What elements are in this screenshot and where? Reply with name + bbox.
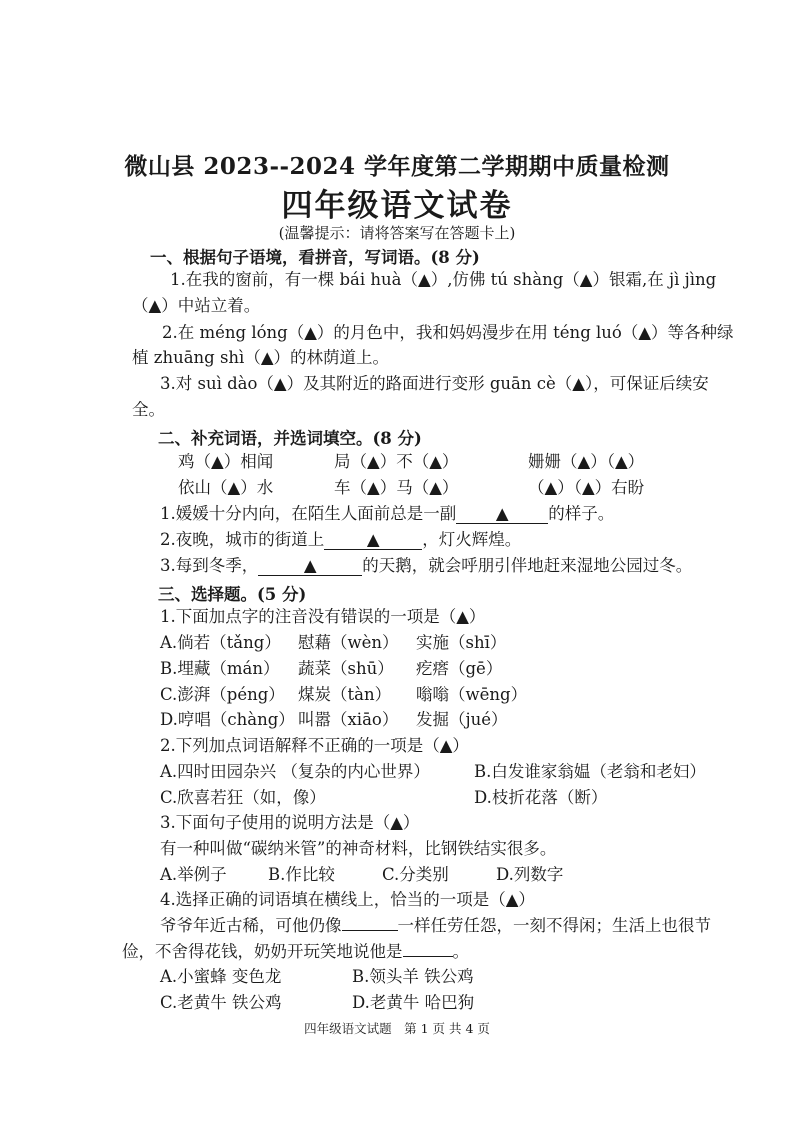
s3-q3-option: D.列数字 xyxy=(496,865,564,884)
s3-q1-option: 慰藉（wèn） xyxy=(298,633,399,652)
s3-q1-stem: 1.下面加点字的注音没有错误的一项是（▲） xyxy=(160,607,486,626)
s3-q4-option: D.老黄牛 哈巴狗 xyxy=(352,993,475,1012)
s3-q3-sentence: 有一种叫做“碳纳米管”的神奇材料，比钢铁结实很多。 xyxy=(160,839,557,858)
s2-q3-after: 的天鹅，就会呼朋引伴地赶来湿地公园过冬。 xyxy=(362,556,693,575)
s2-q1-before: 1.媛媛十分内向，在陌生人面前总是一副 xyxy=(160,504,457,523)
s1-q1-line2: （▲）中站立着。 xyxy=(132,296,261,315)
s2-q3-before: 3.每到冬季， xyxy=(160,556,259,575)
s1-q2-line2: 植 zhuāng shì（▲）的林荫道上。 xyxy=(132,348,390,367)
section3-heading: 三、选择题。(5 分) xyxy=(158,585,307,604)
s3-q1-option: 实施（shī） xyxy=(416,633,507,652)
s3-q2-option: D.枝折花落（断） xyxy=(474,788,608,807)
word-item: 鸡（▲）相闻 xyxy=(178,452,274,471)
s3-q4-line2-b: 。 xyxy=(452,942,469,961)
section1-heading: 一、根据句子语境，看拼音，写词语。(8 分) xyxy=(150,248,480,267)
s3-q1-option: A.倘若（tǎng） xyxy=(160,633,281,652)
s2-q2 xyxy=(160,529,521,551)
s3-q1-option: D.哼唱（chàng） xyxy=(160,710,295,729)
s2-q3 xyxy=(160,555,692,577)
s2-q2-blank: ▲ xyxy=(324,531,422,550)
s3-q4-option: C.老黄牛 铁公鸡 xyxy=(160,993,282,1012)
s3-q1-option: 嗡嗡（wēng） xyxy=(416,685,528,704)
s3-q4-option: A.小蜜蜂 变色龙 xyxy=(160,967,282,986)
s3-q2-option: C.欣喜若狂（如，像） xyxy=(160,788,326,807)
s3-q2-option: B.白发谁家翁媪（老翁和老妇） xyxy=(474,762,706,781)
s3-q1-option: 煤炭（tàn） xyxy=(298,685,392,704)
s3-q4-line1 xyxy=(160,915,711,937)
word-item: 车（▲）马（▲） xyxy=(334,478,459,497)
section2-heading: 二、补充词语，并选词填空。(8 分) xyxy=(158,429,422,448)
s3-q1-option: C.澎湃（péng） xyxy=(160,685,285,704)
s3-q4-option: B.领头羊 铁公鸡 xyxy=(352,967,474,986)
s3-q3-option: C.分类别 xyxy=(382,865,449,884)
word-item: 局（▲）不（▲） xyxy=(334,452,459,471)
s3-q1-option: 发掘（jué） xyxy=(416,710,508,729)
s2-q1-blank: ▲ xyxy=(456,505,548,524)
s3-q3-option: B.作比较 xyxy=(268,865,335,884)
word-item: 依山（▲）水 xyxy=(178,478,274,497)
s3-q3-stem: 3.下面句子使用的说明方法是（▲） xyxy=(160,813,420,832)
s3-q4-blank-2 xyxy=(403,956,453,957)
s1-q2-line1: 2.在 méng lóng（▲）的月色中，我和妈妈漫步在用 téng luó（▲）等各种绿 xyxy=(162,323,734,342)
s1-q3-line1: 3.对 suì dào（▲）及其附近的路面进行变形 guān cè（▲），可保证后续安 xyxy=(160,374,709,393)
s3-q1-option: 叫嚣（xiāo） xyxy=(298,710,399,729)
s1-q3-line2: 全。 xyxy=(132,400,165,419)
exam-subtitle: 四年级语文试卷 xyxy=(281,188,513,224)
s2-q1 xyxy=(160,503,614,525)
s2-q3-blank: ▲ xyxy=(258,557,362,576)
s3-q4-line2 xyxy=(122,941,469,963)
answer-hint: (温馨提示：请将答案写在答题卡上) xyxy=(278,224,516,242)
s3-q1-option: 疙瘩（gē） xyxy=(416,659,503,678)
word-item: 姗姗（▲）（▲） xyxy=(528,452,645,471)
s2-q2-before: 2.夜晚，城市的街道上 xyxy=(160,530,325,549)
s3-q1-option: B.埋藏（mán） xyxy=(160,659,280,678)
s3-q2-stem: 2.下列加点词语解释不正确的一项是（▲） xyxy=(160,736,469,755)
s3-q4-line2-a: 俭，不舍得花钱，奶奶开玩笑地说他是 xyxy=(122,942,403,961)
s3-q3-option: A.举例子 xyxy=(160,865,227,884)
s2-q1-after: 的样子。 xyxy=(548,504,615,523)
s3-q4-blank-1 xyxy=(342,930,398,931)
exam-title: 微山县 2023--2024 学年度第二学期期中质量检测 xyxy=(124,153,670,180)
s3-q2-option: A.四时田园杂兴 （复杂的内心世界） xyxy=(160,762,430,781)
s3-q4-stem: 4.选择正确的词语填在横线上，恰当的一项是（▲） xyxy=(160,890,535,909)
s3-q1-option: 蔬菜（shū） xyxy=(298,659,394,678)
s3-q4-line1-a: 爷爷年近古稀，可他仍像 xyxy=(160,916,342,935)
s3-q4-line1-b: 一样任劳任怨，一刻不得闲；生活上也很节 xyxy=(397,916,711,935)
word-item: （▲）（▲）右盼 xyxy=(528,478,645,497)
s2-q2-after: ，灯火辉煌。 xyxy=(422,530,522,549)
page-footer: 四年级语文试题 第 1 页 共 4 页 xyxy=(304,1021,490,1036)
s1-q1-line1: 1.在我的窗前，有一棵 bái huà（▲）,仿佛 tú shàng（▲）银霜,在 jì jìng xyxy=(170,270,717,289)
